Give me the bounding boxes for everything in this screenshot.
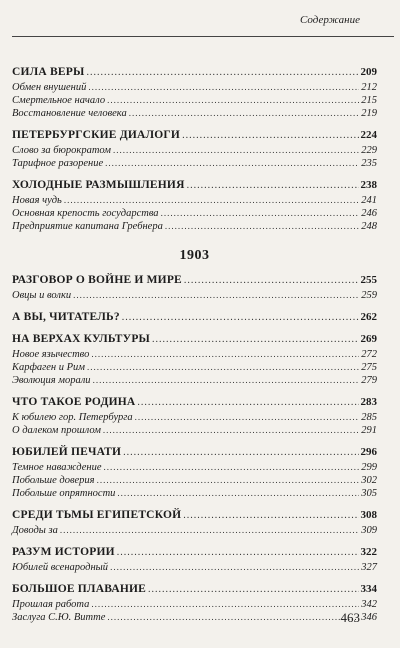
toc-entry <box>12 446 377 460</box>
dot-leader <box>88 82 359 92</box>
toc-subentry <box>12 375 377 388</box>
toc-subentry-page: 212 <box>361 82 377 93</box>
dot-leader <box>73 290 359 300</box>
toc-subentry-title: Доводы за <box>12 525 58 536</box>
toc-subentry-title: Обмен внушений <box>12 82 87 93</box>
toc-subentry <box>12 195 377 208</box>
toc-entry <box>12 546 377 560</box>
toc-entry-page: 224 <box>360 129 377 141</box>
toc-subentry-page: 259 <box>361 290 377 301</box>
toc-subentry-page: 342 <box>361 599 377 610</box>
dot-leader <box>183 510 358 521</box>
dot-leader <box>129 108 360 118</box>
toc-entry-title: СИЛА ВЕРЫ <box>12 66 85 78</box>
dot-leader <box>110 562 359 572</box>
toc-entry <box>12 129 377 143</box>
dot-leader <box>64 195 359 205</box>
toc-section <box>12 66 377 121</box>
toc-entry <box>12 583 377 597</box>
toc-subentry-page: 327 <box>361 562 377 573</box>
toc-subentry-title: Новое язычество <box>12 349 90 360</box>
toc-subentry <box>12 108 377 121</box>
toc-entry-page: 322 <box>360 546 377 558</box>
dot-leader <box>105 158 359 168</box>
toc-subentry-title: Основная крепость государства <box>12 208 159 219</box>
toc-subentry-title: Прошлая работа <box>12 599 90 610</box>
toc-subentry-page: 241 <box>361 195 377 206</box>
toc-subentry-title: О далеком прошлом <box>12 425 101 436</box>
dot-leader <box>137 397 358 408</box>
toc-entry <box>12 509 377 523</box>
toc-subentry <box>12 290 377 303</box>
page-number: 463 <box>340 610 360 625</box>
toc-subentry-page: 285 <box>361 412 377 423</box>
toc-section <box>12 583 377 625</box>
toc-subentry <box>12 362 377 375</box>
toc-subentry-page: 235 <box>361 158 377 169</box>
toc-entry-page: 308 <box>360 509 377 521</box>
toc-entry-page: 262 <box>360 311 377 323</box>
toc-subentry <box>12 475 377 488</box>
toc-subentry-page: 291 <box>361 425 377 436</box>
toc-entry <box>12 179 377 193</box>
dot-leader <box>107 612 359 622</box>
toc-subentry-title: Новая чудь <box>12 195 62 206</box>
toc-section <box>12 396 377 438</box>
dot-leader <box>93 375 360 385</box>
toc-section <box>12 129 377 171</box>
toc-subentry-title: Побольше доверия <box>12 475 95 486</box>
dot-leader <box>187 180 359 191</box>
dot-leader <box>135 412 360 422</box>
toc-section <box>12 274 377 303</box>
toc-section <box>12 333 377 388</box>
dot-leader <box>161 208 360 218</box>
toc-entry <box>12 311 377 325</box>
toc-entry <box>12 333 377 347</box>
toc-subentry-page: 275 <box>361 362 377 373</box>
toc-subentry-page: 279 <box>361 375 377 386</box>
toc-subentry <box>12 95 377 108</box>
toc-subentry <box>12 562 377 575</box>
toc-entry-page: 296 <box>360 446 377 458</box>
toc-subentry <box>12 462 377 475</box>
dot-leader <box>86 67 358 78</box>
dot-leader <box>107 95 359 105</box>
toc-subentry <box>12 488 377 501</box>
toc-subentry <box>12 412 377 425</box>
toc-subentry <box>12 612 377 625</box>
toc-subentry <box>12 349 377 362</box>
dot-leader <box>91 599 359 609</box>
toc-entry-title: РАЗУМ ИСТОРИИ <box>12 546 115 558</box>
toc-entry <box>12 274 377 288</box>
toc-subentry-title: Темное наваждение <box>12 462 102 473</box>
dot-leader <box>60 525 359 535</box>
toc-subentry-title: Карфаген и Рим <box>12 362 86 373</box>
toc-subentry-page: 272 <box>361 349 377 360</box>
dot-leader <box>123 447 358 458</box>
running-head: Содержание <box>299 14 360 26</box>
toc-section <box>12 179 377 234</box>
toc-subentry-page: 305 <box>361 488 377 499</box>
toc-subentry-page: 248 <box>361 221 377 232</box>
toc-subentry-page: 246 <box>361 208 377 219</box>
toc-subentry-page: 302 <box>361 475 377 486</box>
dot-leader <box>117 488 359 498</box>
toc-entry-title: РАЗГОВОР О ВОЙНЕ И МИРЕ <box>12 274 182 286</box>
dot-leader <box>97 475 360 485</box>
toc-section <box>12 546 377 575</box>
year-heading: 1903 <box>179 248 210 263</box>
toc-entry-title: ЧТО ТАКОЕ РОДИНА <box>12 396 136 408</box>
toc-subentry-title: Овцы и волки <box>12 290 72 301</box>
toc-entry-title: ЮБИЛЕЙ ПЕЧАТИ <box>12 446 122 458</box>
toc-entry-title: БОЛЬШОЕ ПЛАВАНИЕ <box>12 583 147 595</box>
toc-subentry <box>12 208 377 221</box>
toc-subentry <box>12 145 377 158</box>
dot-leader <box>184 275 359 286</box>
toc-section <box>12 446 377 501</box>
toc-subentry-page: 309 <box>361 525 377 536</box>
dot-leader <box>91 349 359 359</box>
toc-entry-page: 283 <box>360 396 377 408</box>
toc-subentry-page: 229 <box>361 145 377 156</box>
toc-section <box>12 311 377 325</box>
dot-leader <box>165 221 359 231</box>
toc-subentry-title: Заслуга С.Ю. Витте <box>12 612 106 623</box>
toc-subentry-page: 219 <box>361 108 377 119</box>
toc-subentry-page: 215 <box>361 95 377 106</box>
dot-leader <box>122 312 359 323</box>
dot-leader <box>148 584 358 595</box>
toc-section <box>12 509 377 538</box>
toc-subentry-title: Слово за бюрократом <box>12 145 111 156</box>
toc-entry-page: 238 <box>360 179 377 191</box>
dot-leader <box>182 130 358 141</box>
dot-leader <box>103 425 359 435</box>
toc-entry-page: 334 <box>360 583 377 595</box>
toc-entry-title: НА ВЕРХАХ КУЛЬТУРЫ <box>12 333 151 345</box>
toc-subentry <box>12 82 377 95</box>
toc-subentry-title: Восстановление человека <box>12 108 127 119</box>
toc-subentry-title: Побольше опрятности <box>12 488 116 499</box>
toc-subentry-page: 346 <box>361 612 377 623</box>
toc-entry-page: 255 <box>360 274 377 286</box>
toc-entry <box>12 66 377 80</box>
toc-entry-title: ПЕТЕРБУРГСКИЕ ДИАЛОГИ <box>12 129 181 141</box>
toc-subentry <box>12 599 377 612</box>
toc-entry-title: А ВЫ, ЧИТАТЕЛЬ? <box>12 311 120 323</box>
toc-subentry-title: Тарифное разорение <box>12 158 104 169</box>
dot-leader <box>152 334 358 345</box>
toc-subentry-page: 299 <box>361 462 377 473</box>
toc-subentry-title: Предприятие капитана Гребнера <box>12 221 163 232</box>
header-rule <box>12 36 394 37</box>
toc-subentry-title: Эволюция морали <box>12 375 91 386</box>
toc-entry-title: ХОЛОДНЫЕ РАЗМЫШЛЕНИЯ <box>12 179 185 191</box>
dot-leader <box>113 145 359 155</box>
dot-leader <box>117 547 359 558</box>
toc-entry-page: 209 <box>360 66 377 78</box>
toc-subentry <box>12 158 377 171</box>
dot-leader <box>104 462 360 472</box>
toc-subentry-title: Смертельное начало <box>12 95 106 106</box>
toc-entry-page: 269 <box>360 333 377 345</box>
dot-leader <box>87 362 359 372</box>
toc-entry-title: СРЕДИ ТЬМЫ ЕГИПЕТСКОЙ <box>12 509 182 521</box>
toc-subentry <box>12 525 377 538</box>
toc-subentry <box>12 221 377 234</box>
toc-subentry-title: К юбилею гор. Петербурга <box>12 412 133 423</box>
toc-subentry <box>12 425 377 438</box>
toc-entry <box>12 396 377 410</box>
toc-subentry-title: Юбилей всенародный <box>12 562 109 573</box>
table-of-contents <box>12 66 377 633</box>
